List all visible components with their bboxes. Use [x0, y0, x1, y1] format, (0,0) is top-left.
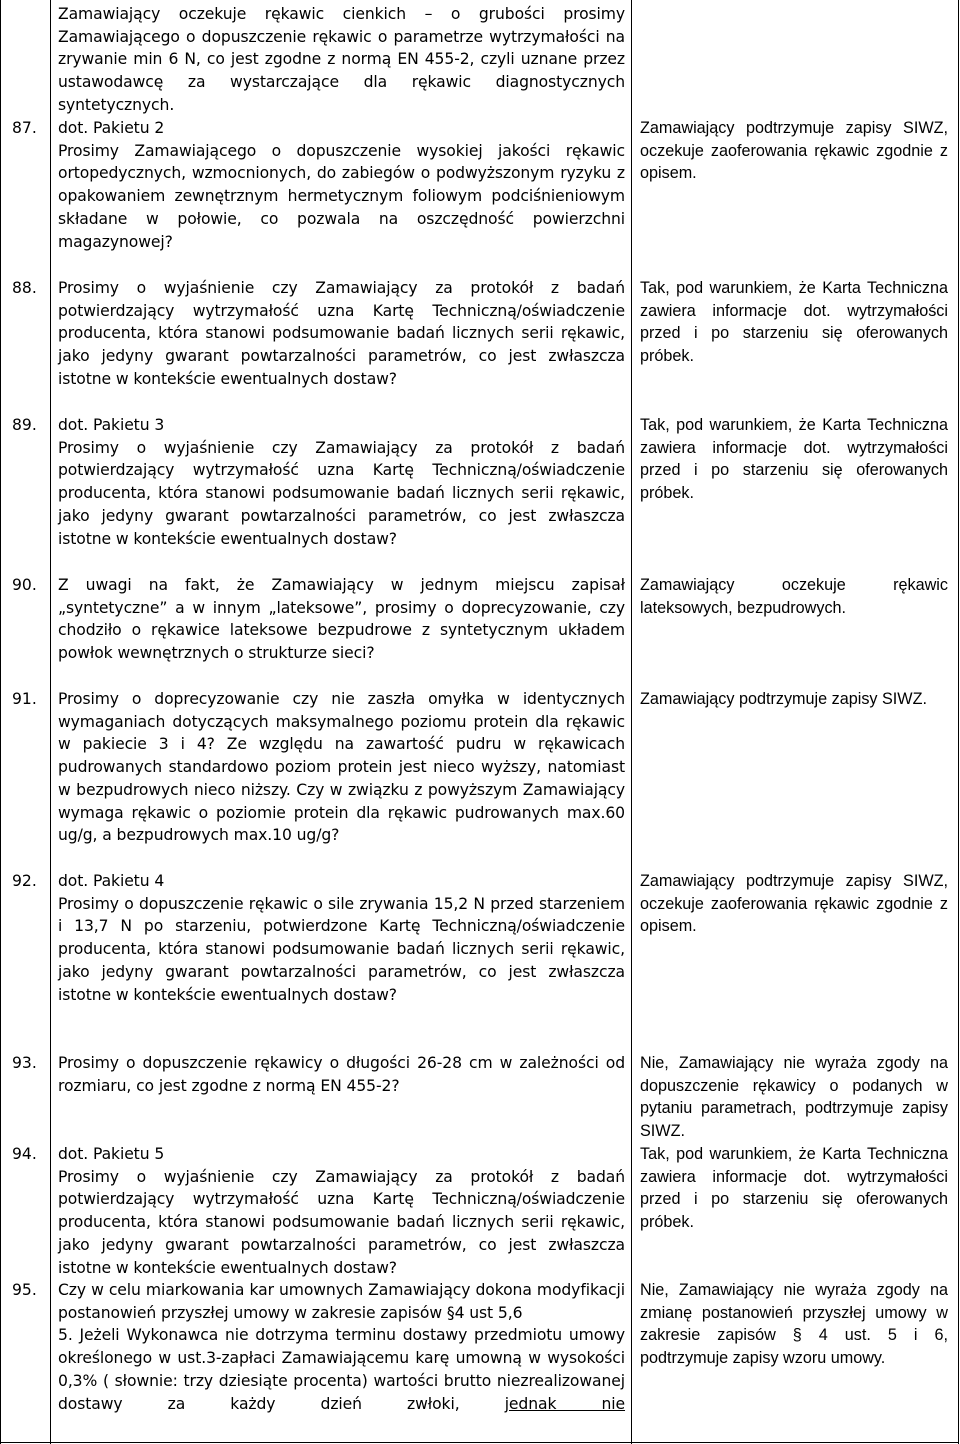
question-text [58, 1279, 625, 1415]
question-text [58, 414, 625, 550]
package-reference: dot. Pakietu 4 [58, 872, 165, 890]
answer-paragraph: Zamawiający podtrzymuje zapisy SIWZ. [640, 690, 927, 708]
penalty-clause-text: 5. Jeżeli Wykonawca nie dotrzyma terminu dostawy przedmiotu umowy określonego w ust.3-zapłaci Zamawiającemu karę umowną w wysokości 0,3% ( słownie: trzy dziesiąte procenta) wartości brutto niezrealizowanej dostawy za każdy dzień zwłoki, [58, 1326, 625, 1413]
question-paragraph: Prosimy o wyjaśnienie czy Zamawiający za protokół z badań potwierdzający wytrzymałość uzna Kartę Techniczną/oświadczenie producenta, która stanowi podsumowanie badań licznych serii rękawic, jako jedyny gwarant powtarzalności parametrów, co jest zwłaszcza istotne w kontekście ewentualnych dostaw? [58, 1167, 625, 1277]
question-paragraph: Prosimy o doprecyzowanie czy nie zaszła omyłka w identycznych wymaganiach dotyczących maksymalnego poziomu protein dla rękawic w pakiecie 3 i 4? Ze względu na zawartość pudru w rękawicach pudrowanych standardowo poziom protein jest nieco wyższy, natomiast w bezpudrowych nieco niższy. Czy w związku z powyższym Zamawiający wymaga rękawic o poziomie protein dla rękawic pudrowanych max.60 ug/g, a bezpudrowych max.10 ug/g? [58, 690, 625, 845]
answer-paragraph: Tak, pod warunkiem, że Karta Techniczna zawiera informacje dot. wytrzymałości przed i po starzeniu się oferowanych próbek. [640, 1145, 948, 1232]
table-border-right [958, 0, 959, 1444]
question-number: 91. [12, 690, 37, 708]
table-border-number-column [50, 0, 51, 1444]
answer-paragraph: Zamawiający podtrzymuje zapisy SIWZ, oczekuje zaoferowania rękawic zgodnie z opisem. [640, 119, 948, 183]
question-text [58, 1052, 625, 1097]
question-paragraph: Prosimy o dopuszczenie rękawicy o długości 26-28 cm w zależności od rozmiaru, co jest zgodne z normą EN 455-2? [58, 1054, 625, 1095]
answer-paragraph: Tak, pod warunkiem, że Karta Techniczna zawiera informacje dot. wytrzymałości przed i po starzeniu się oferowanych próbek. [640, 279, 948, 366]
question-number: 89. [12, 416, 37, 434]
question-paragraph: Zamawiający oczekuje rękawic cienkich – o grubości prosimy Zamawiającego o dopuszczenie rękawic o parametrze wytrzymałości na zrywanie min 6 N, co jest zgodne z normą EN 455-2, czyli uznane przez ustawodawcę za wystarczające dla rękawic diagnostycznych syntetycznych. [58, 5, 625, 114]
answer-paragraph: Nie, Zamawiający nie wyraża zgody na zmianę postanowień przyszłej umowy w zakresie zapisów § 4 ust. 5 i 6, podtrzymuje zapisy wzoru umowy. [640, 1281, 948, 1368]
question-number: 88. [12, 279, 37, 297]
question-number: 95. [12, 1281, 37, 1299]
underlined-text: jednak nie [504, 1394, 626, 1413]
question-text [58, 277, 625, 391]
answer-paragraph: Zamawiający podtrzymuje zapisy SIWZ, oczekuje zaoferowania rękawic zgodnie z opisem. [640, 872, 948, 936]
answer-text [640, 574, 948, 619]
answer-paragraph: Zamawiający oczekuje rękawic lateksowych, bezpudrowych. [640, 576, 948, 617]
answer-text [640, 117, 948, 185]
answer-text [640, 277, 948, 368]
answer-text [640, 870, 948, 938]
package-reference: dot. Pakietu 3 [58, 416, 165, 434]
package-reference: dot. Pakietu 2 [58, 119, 165, 137]
question-text [58, 1143, 625, 1279]
question-paragraph: Prosimy o wyjaśnienie czy Zamawiający za protokół z badań potwierdzający wytrzymałość uzna Kartę Techniczną/oświadczenie producenta, która stanowi podsumowanie badań licznych serii rękawic, jako jedyny gwarant powtarzalności parametrów, co jest zwłaszcza istotne w kontekście ewentualnych dostaw? [58, 438, 625, 548]
question-number: 90. [12, 576, 37, 594]
answer-text [640, 688, 948, 711]
answer-text [640, 1052, 948, 1143]
question-number: 94. [12, 1145, 37, 1163]
question-text [58, 574, 625, 665]
package-reference: dot. Pakietu 5 [58, 1145, 165, 1163]
answer-text [640, 1143, 948, 1234]
question-paragraph: Czy w celu miarkowania kar umownych Zamawiający dokona modyfikacji postanowień przyszłej umowy w zakresie zapisów §4 ust 5,6 [58, 1281, 625, 1322]
question-text [58, 870, 625, 1006]
question-number: 87. [12, 119, 37, 137]
question-number: 92. [12, 872, 37, 890]
table-border-left [0, 0, 1, 1444]
question-paragraph: Z uwagi na fakt, że Zamawiający w jednym miejscu zapisał „syntetyczne” a w innym „lateksowe”, prosimy o doprecyzowanie, czy chodziło o rękawice lateksowe bezpudrowe z syntetycznym układem powłok wewnętrznych o strukturze sieci? [58, 576, 625, 663]
answer-paragraph: Nie, Zamawiający nie wyraża zgody na dopuszczenie rękawicy o podanych w pytaniu parametrach, podtrzymuje zapisy SIWZ. [640, 1054, 948, 1141]
question-text-continued [58, 3, 625, 117]
question-paragraph: Prosimy o wyjaśnienie czy Zamawiający za protokół z badań potwierdzający wytrzymałość uzna Kartę Techniczną/oświadczenie producenta, która stanowi podsumowanie badań licznych serii rękawic, jako jedyny gwarant powtarzalności parametrów, co jest zwłaszcza istotne w kontekście ewentualnych dostaw? [58, 279, 625, 388]
table-border-bottom [0, 1442, 959, 1443]
question-text [58, 688, 625, 847]
question-number: 93. [12, 1054, 37, 1072]
question-paragraph-penalty [58, 1324, 625, 1415]
question-text [58, 117, 625, 253]
answer-paragraph: Tak, pod warunkiem, że Karta Techniczna zawiera informacje dot. wytrzymałości przed i po starzeniu się oferowanych próbek. [640, 416, 948, 503]
question-paragraph: Prosimy Zamawiającego o dopuszczenie wysokiej jakości rękawic ortopedycznych, wzmocnionych, do zabiegów o podwyższonym ryzyku z opakowaniem zewnętrznym hermetycznym foliowym podciśnieniowym składane w połowie, co pozwala na oszczędność powierzchni magazynowej? [58, 141, 625, 251]
answer-text [640, 1279, 948, 1370]
answer-text [640, 414, 948, 505]
table-border-answer-column [631, 0, 632, 1444]
question-paragraph: Prosimy o dopuszczenie rękawic o sile zrywania 15,2 N przed starzeniem i 13,7 N po starzeniu, potwierdzone Kartę Techniczną/oświadczenie producenta, która stanowi podsumowanie badań licznych serii rękawic, jako jedyny gwarant powtarzalności parametrów, co jest zwłaszcza istotne w kontekście ewentualnych dostaw? [58, 894, 625, 1004]
